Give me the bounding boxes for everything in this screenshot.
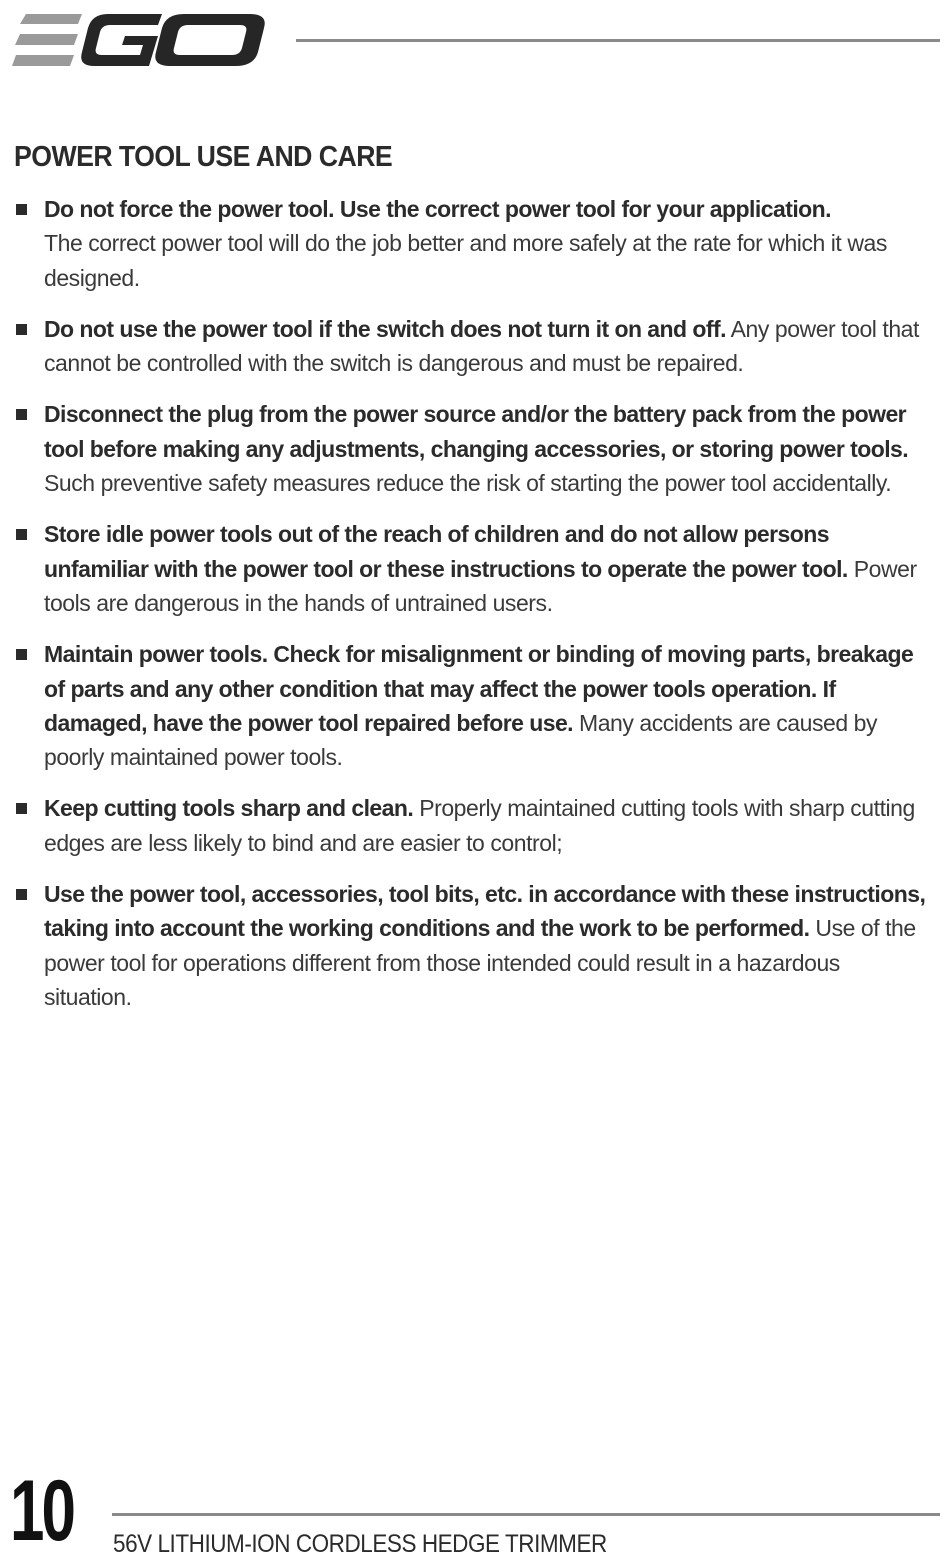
bullet-lead: Do not force the power tool. Use the correct power tool for your application. [44, 196, 831, 222]
bullet-body: Power tools are dangerous in the hands of untrained users. [44, 555, 917, 616]
bullet-text [44, 877, 932, 1014]
square-bullet-icon [16, 204, 27, 215]
page-header [0, 0, 950, 80]
bullet-lead: Do not use the power tool if the switch does not turn it on and off. [44, 315, 726, 342]
footer-product-title: 56V LITHIUM-ION CORDLESS HEDGE TRIMMER [113, 1530, 607, 1558]
bullet-body: Use of the power tool for operations different from those intended could result in a hazardous situation. [44, 915, 916, 1010]
bullet-body: Any power tool that cannot be controlled with the switch is dangerous and must be repaired. [44, 315, 919, 377]
square-bullet-icon [16, 409, 27, 420]
page-number: 10 [10, 1463, 74, 1559]
bullet-text [44, 517, 932, 620]
list-item [14, 517, 932, 620]
list-item [14, 192, 932, 295]
bullet-lead: Keep cutting tools sharp and clean. [44, 795, 414, 822]
bullet-lead: Use the power tool, accessories, tool bits, etc. in accordance with these instructions, taking into account the working conditions and the work to be performed. [44, 881, 926, 942]
square-bullet-icon [16, 649, 27, 660]
header-rule [296, 39, 940, 42]
list-item [14, 312, 932, 381]
bullet-lead: Maintain power tools. Check for misalignment or binding of moving parts, breakage of parts and any other condition that may affect the power tools operation. If damaged, have the power tool repaired before use. [44, 641, 914, 736]
square-bullet-icon [16, 529, 27, 540]
bullet-text [44, 791, 932, 860]
list-item [14, 877, 932, 1014]
list-item [14, 637, 932, 774]
list-item [14, 397, 932, 500]
list-item [14, 791, 932, 860]
bullet-text [44, 637, 932, 774]
ego-logo [12, 10, 272, 70]
bullet-body: Many accidents are caused by poorly maintained power tools. [44, 709, 878, 771]
square-bullet-icon [16, 889, 27, 900]
bullet-lead: Disconnect the plug from the power source and/or the battery pack from the power tool before making any adjustments, changing accessories, or storing power tools. [44, 401, 909, 462]
bullet-body: Properly maintained cutting tools with sharp cutting edges are less likely to bind and are easier to control; [44, 795, 915, 856]
bullet-body: The correct power tool will do the job better and more safely at the rate for which it was designed. [44, 230, 887, 291]
square-bullet-icon [16, 803, 27, 814]
safety-bullet-list [14, 192, 932, 1031]
bullet-text [44, 397, 932, 500]
section-title: POWER TOOL USE AND CARE [14, 141, 393, 173]
bullet-lead: Store idle power tools out of the reach of children and do not allow persons unfamiliar with the power tool or these instructions to operate the power tool. [44, 521, 848, 582]
square-bullet-icon [16, 324, 27, 335]
bullet-text [44, 192, 932, 295]
footer-rule [112, 1513, 940, 1516]
bullet-body: Such preventive safety measures reduce the risk of starting the power tool accidentally. [44, 470, 892, 497]
bullet-text [44, 312, 932, 381]
